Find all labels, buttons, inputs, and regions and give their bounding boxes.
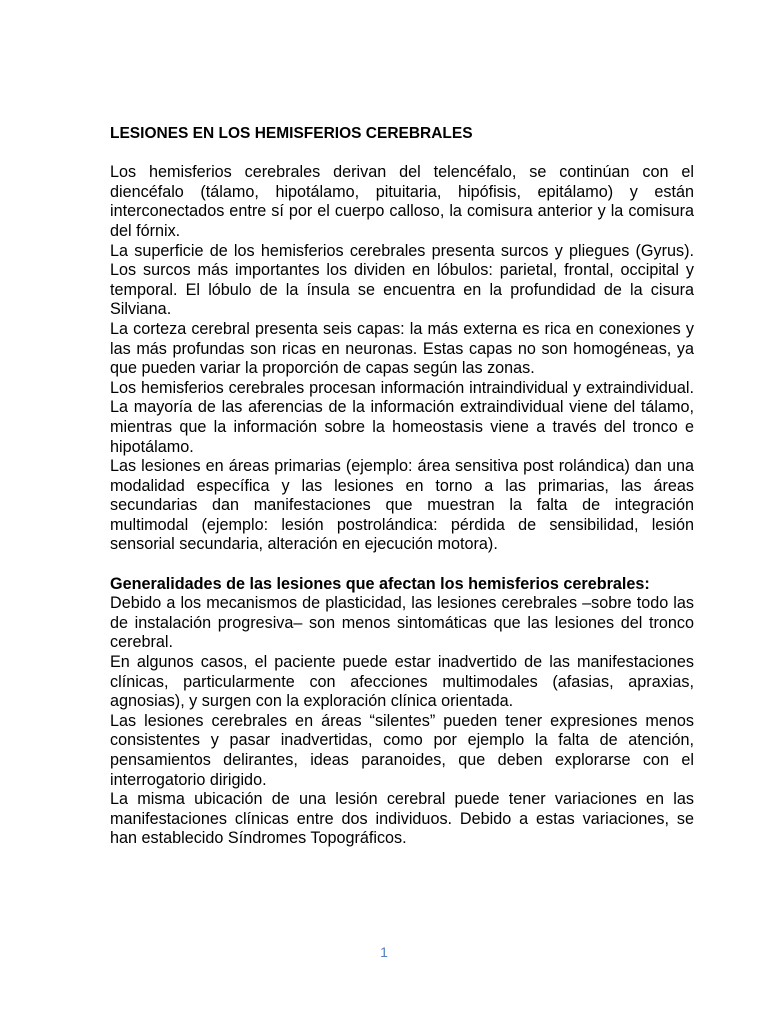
paragraph: La superficie de los hemisferios cerebrales presenta surcos y pliegues (Gyrus). Los surcos más importantes los dividen en lóbulos: parietal, frontal, occipital y temporal. El lóbulo de la ínsula se encuentra en la profundidad de la cisura Silviana. — [110, 241, 694, 319]
paragraph: Los hemisferios cerebrales derivan del telencéfalo, se continúan con el diencéfalo (tálamo, hipotálamo, pituitaria, hipófisis, epitálamo) y están interconectados entre sí por el cuerpo calloso, la comisura anterior y la comisura del fórnix. — [110, 163, 694, 240]
document-title: LESIONES EN LOS HEMISFERIOS CEREBRALES — [110, 125, 473, 142]
paragraph: En algunos casos, el paciente puede estar inadvertido de las manifestaciones clínicas, particularmente con afecciones multimodales (afasias, apraxias, agnosias), y surgen con la exploración clínica orientada. — [110, 653, 694, 711]
section-heading: Generalidades de las lesiones que afectan los hemisferios cerebrales: — [110, 574, 650, 593]
page-number: 1 — [380, 944, 388, 960]
paragraph: Las lesiones cerebrales en áreas “silentes” pueden tener expresiones menos consistentes y pasar inadvertidas, como por ejemplo la falta de atención, pensamientos delirantes, ideas paranoides, que deben explorarse con el interrogatorio dirigido. — [110, 711, 694, 789]
paragraph: Debido a los mecanismos de plasticidad, las lesiones cerebrales –sobre todo las de instalación progresiva– son menos sintomáticas que las lesiones del tronco cerebral. — [110, 594, 694, 652]
document-body — [110, 124, 694, 849]
paragraph: Los hemisferios cerebrales procesan información intraindividual y extraindividual. La mayoría de las aferencias de la información extraindividual viene del tálamo, mientras que la información sobre la homeostasis viene a través del tronco e hipotálamo. — [110, 378, 694, 456]
paragraph: La misma ubicación de una lesión cerebral puede tener variaciones en las manifestaciones clínicas entre dos individuos. Debido a estas variaciones, se han establecido Síndromes Topográficos. — [110, 790, 694, 848]
paragraph: La corteza cerebral presenta seis capas: la más externa es rica en conexiones y las más profundas son ricas en neuronas. Estas capas no son homogéneas, ya que pueden variar la proporción de capas según las zonas. — [110, 319, 694, 378]
paragraph: Las lesiones en áreas primarias (ejemplo: área sensitiva post rolándica) dan una modalidad específica y las lesiones en torno a las primarias, las áreas secundarias dan manifestaciones que muestran la falta de integración multimodal (ejemplo: lesión postrolándica: pérdida de sensibilidad, lesión sensorial secundaria, alteración en ejecución motora). — [110, 457, 694, 554]
